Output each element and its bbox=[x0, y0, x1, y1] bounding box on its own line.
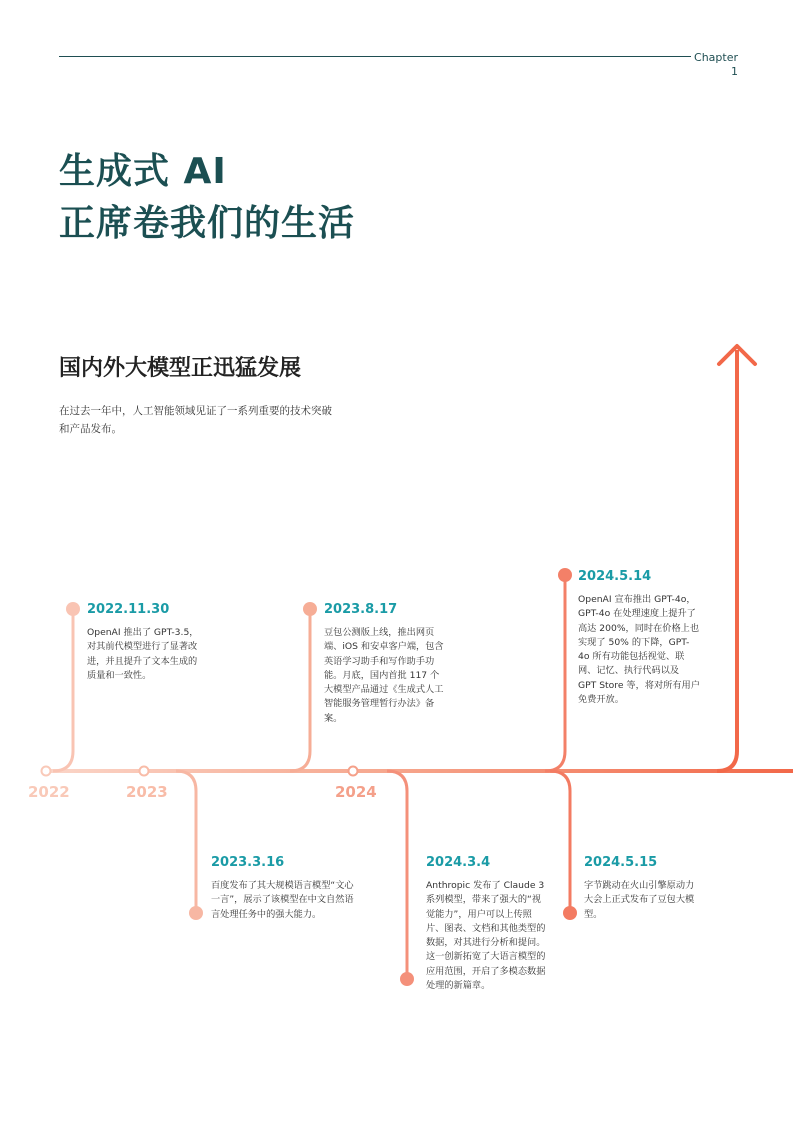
event-date-2024-5-14: 2024.5.14 bbox=[578, 569, 652, 584]
year-label-2022: 2022 bbox=[28, 783, 70, 801]
growth-arrow-shaft bbox=[717, 350, 737, 771]
event-text-2023-8-17: 豆包公测版上线，推出网页端、iOS 和安卓客户端，包含英语学习助手和写作助手功能。月底，国内首批 117 个大模型产品通过《生成式人工智能服务管理暂行办法》备案。 bbox=[324, 627, 444, 724]
chapter-word: Chapter bbox=[694, 51, 738, 64]
node-2023-8-17 bbox=[303, 602, 317, 616]
event-text-2022-11-30: OpenAI 推出了 GPT-3.5，对其前代模型进行了显著改进，并且提升了文本生成的质量和一致性。 bbox=[87, 627, 199, 681]
event-text-2023-3-16: 百度发布了其大规模语言模型“文心一言”，展示了该模型在中文自然语言处理任务中的强大能力。 bbox=[211, 880, 354, 920]
event-date-2024-5-15: 2024.5.15 bbox=[584, 855, 658, 870]
title-line-2: 正席卷我们的生活 bbox=[59, 203, 356, 244]
event-date-2022-11-30: 2022.11.30 bbox=[87, 602, 170, 617]
event-text-2024-3-4: Anthropic 发布了 Claude 3 系列模型，带来了强大的“视觉能力”，用户可以上传照片、图表、文档和其他类型的数据，对其进行分析和提问。这一创新拓宽了大语言模型的应用范围，开启了多模态数据处理的新篇章。 bbox=[426, 880, 546, 992]
branch-2023-8-17 bbox=[290, 610, 310, 771]
node-2024-5-14 bbox=[558, 568, 572, 582]
section-heading: 国内外大模型正迅猛发展 bbox=[59, 356, 302, 381]
branch-2024-3-4 bbox=[387, 771, 407, 978]
section-intro: 在过去一年中，人工智能领域见证了一系列重要的技术突破和产品发布。 bbox=[59, 405, 332, 435]
branch-2022-11-30 bbox=[53, 610, 73, 771]
branch-2024-5-15 bbox=[550, 771, 570, 912]
node-2022-11-30 bbox=[66, 602, 80, 616]
year-label-2023: 2023 bbox=[126, 783, 168, 801]
title-line-1: 生成式 AI bbox=[59, 151, 227, 192]
year-marker-2024 bbox=[349, 767, 358, 776]
event-date-2023-8-17: 2023.8.17 bbox=[324, 602, 398, 617]
year-label-2024: 2024 bbox=[335, 783, 377, 801]
event-date-2023-3-16: 2023.3.16 bbox=[211, 855, 285, 870]
branch-2024-5-14 bbox=[545, 576, 565, 771]
event-text-2024-5-14: OpenAI 宣布推出 GPT-4o，GPT-4o 在处理速度上提升了高达 200%，同时在价格上也实现了 50% 的下降，GPT-4o 所有功能包括视觉、联网、记忆、执行代码以及 GPT Store 等，将对所有用户免费开放。 bbox=[578, 594, 700, 706]
chapter-number: 1 bbox=[731, 65, 738, 78]
year-marker-2023 bbox=[140, 767, 149, 776]
event-text-2024-5-15: 字节跳动在火山引擎原动力大会上正式发布了豆包大模型。 bbox=[584, 880, 695, 920]
node-2024-5-15 bbox=[563, 906, 577, 920]
node-2023-3-16 bbox=[189, 906, 203, 920]
event-date-2024-3-4: 2024.3.4 bbox=[426, 855, 491, 870]
node-2024-3-4 bbox=[400, 972, 414, 986]
year-marker-2022 bbox=[42, 767, 51, 776]
branch-2023-3-16 bbox=[176, 771, 196, 912]
